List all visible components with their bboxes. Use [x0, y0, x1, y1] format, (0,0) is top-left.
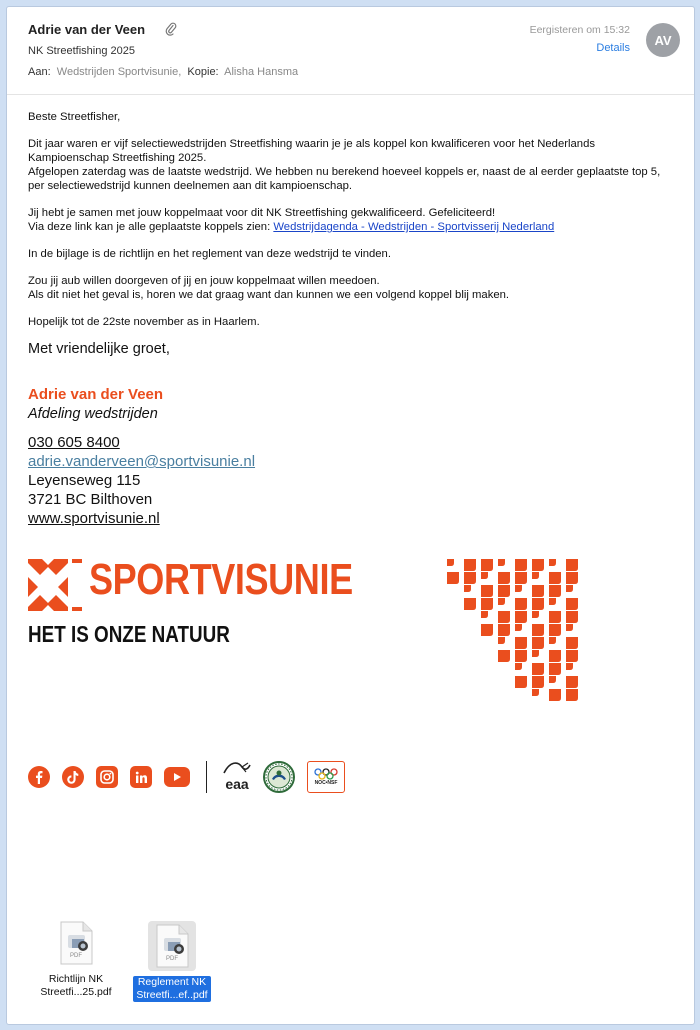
social-links-row — [28, 759, 345, 795]
brand-pattern-graphic — [447, 559, 587, 706]
subject-line: NK Streetfishing 2025 — [28, 45, 136, 57]
pattern-tile — [447, 559, 454, 566]
noc-nsf-logo[interactable] — [307, 761, 345, 793]
pattern-tile — [532, 650, 539, 657]
signature-phone[interactable]: 030 605 8400 — [28, 434, 120, 451]
pattern-tile — [515, 663, 522, 670]
tiktok-icon[interactable] — [62, 766, 84, 788]
linkedin-icon[interactable] — [130, 766, 152, 788]
pattern-tile — [566, 689, 578, 701]
message-body — [28, 110, 668, 369]
sender-name[interactable]: Adrie van der Veen — [28, 22, 146, 37]
pattern-tile — [498, 624, 510, 636]
sportvisunie-wordmark: SPORTVISUNIE — [89, 555, 353, 604]
noc-nsf-text: NOC•NSF — [314, 780, 338, 786]
sportvisunie-logo-mark — [28, 559, 84, 616]
to-recipient[interactable]: Wedstrijden Sportvisunie, — [56, 66, 182, 78]
pattern-tile — [464, 585, 471, 592]
pattern-tile — [481, 572, 488, 579]
pattern-tile — [549, 650, 561, 662]
attachment-reglement[interactable] — [124, 921, 220, 1003]
tagline: HET IS ONZE NATUUR — [28, 621, 230, 647]
pattern-tile — [549, 637, 556, 644]
pattern-tile — [532, 663, 544, 675]
signature-street: Leyenseweg 115 — [28, 472, 141, 489]
wedstrijdagenda-link[interactable]: Wedstrijdagenda - Wedstrijden - Sportvisserij Nederland — [273, 221, 555, 233]
pattern-tile — [481, 585, 493, 597]
pdf-file-icon-selected — [148, 921, 196, 971]
pattern-tile — [498, 637, 505, 644]
signature-website[interactable]: www.sportvisunie.nl — [28, 510, 160, 527]
paragraph-2-line-1: Jij hebt je samen met jouw koppelmaat voor dit NK Streetfishing gekwalificeerd. Gefeliciteerd! — [28, 207, 496, 219]
pdf-icon-label: PDF — [166, 956, 178, 962]
signature-name: Adrie van der Veen — [28, 386, 164, 403]
pattern-tile — [566, 663, 573, 670]
pattern-tile — [532, 585, 544, 597]
pattern-tile — [532, 624, 544, 636]
closing-greeting: Met vriendelijke groet, — [28, 341, 170, 357]
pattern-tile — [566, 572, 578, 584]
pattern-tile — [532, 676, 544, 688]
paragraph-1 — [28, 137, 668, 193]
pattern-tile — [515, 572, 527, 584]
pattern-tile — [532, 559, 544, 571]
pattern-tile — [549, 611, 561, 623]
eaa-logo[interactable] — [221, 759, 253, 795]
paperclip-icon — [165, 22, 177, 41]
cc-recipient[interactable]: Alisha Hansma — [224, 66, 299, 78]
pattern-tile — [447, 572, 459, 584]
pattern-tile — [532, 572, 539, 579]
pattern-tile — [464, 598, 476, 610]
pattern-tile — [498, 650, 510, 662]
pattern-tile — [515, 624, 522, 631]
pdf-icon-label: PDF — [70, 953, 82, 959]
federation-seal-icon[interactable] — [263, 761, 295, 793]
pattern-tile — [498, 585, 510, 597]
details-link[interactable]: Details — [596, 42, 630, 54]
facebook-icon[interactable] — [28, 766, 50, 788]
paragraph-1-line-1: Dit jaar waren er vijf selectiewedstrijden Streetfishing waarin je je als koppel kon kwalificeren voor het Nederlands Kampioenschap Streetfishing 2025. — [28, 138, 596, 164]
pattern-tile — [549, 598, 556, 605]
signature-department: Afdeling wedstrijden — [28, 406, 158, 422]
pattern-tile — [464, 559, 476, 571]
instagram-icon[interactable] — [96, 766, 118, 788]
pattern-tile — [549, 689, 561, 701]
social-divider — [206, 761, 207, 793]
pattern-tile — [532, 611, 539, 618]
pattern-tile — [549, 663, 561, 675]
pattern-tile — [549, 572, 561, 584]
pattern-tile — [498, 572, 510, 584]
paragraph-3: In de bijlage is de richtlijn en het reglement van deze wedstrijd te vinden. — [28, 248, 391, 260]
pattern-tile — [498, 611, 510, 623]
pattern-tile — [566, 585, 573, 592]
signature-city: 3721 BC Bilthoven — [28, 491, 153, 508]
attachment-filename-selected — [133, 976, 210, 1002]
paragraph-4-line-2: Als dit niet het geval is, horen we dat graag want dan kunnen we een volgend koppel blij maken. — [28, 289, 510, 301]
pattern-tile — [481, 559, 493, 571]
pattern-tile — [515, 611, 527, 623]
paragraph-5: Hopelijk tot de 22ste november as in Haarlem. — [28, 316, 260, 328]
pattern-tile — [549, 624, 561, 636]
recipients-line — [28, 66, 298, 78]
paragraph-4 — [28, 274, 668, 302]
pattern-tile — [566, 650, 578, 662]
pattern-tile — [515, 559, 527, 571]
pattern-tile — [566, 611, 578, 623]
pdf-file-icon — [59, 921, 93, 965]
attachment-filename-line-2: Streetfi...25.pdf — [40, 986, 112, 998]
attachment-filename-line-2: Streetfi...ef..pdf — [136, 989, 208, 1001]
attachment-filename-line-1: Reglement NK — [137, 976, 207, 988]
avatar: AV — [646, 23, 680, 57]
pattern-tile — [566, 637, 578, 649]
pattern-tile — [532, 689, 539, 696]
pattern-tile — [532, 637, 544, 649]
message-date: Eergisteren om 15:32 — [529, 24, 630, 36]
mail-message-window — [6, 6, 695, 1025]
pattern-tile — [481, 624, 493, 636]
message-header — [7, 7, 694, 95]
pattern-tile — [498, 559, 505, 566]
pattern-tile — [566, 559, 578, 571]
salutation: Beste Streetfisher, — [28, 111, 121, 123]
pattern-tile — [464, 572, 476, 584]
eaa-logo-text: eaa — [225, 776, 249, 792]
attachment-filename-line-1: Richtlijn NK — [48, 973, 104, 985]
pattern-tile — [566, 624, 573, 631]
cc-label: Kopie: — [187, 66, 219, 78]
pattern-tile — [481, 611, 488, 618]
youtube-icon[interactable] — [164, 767, 190, 787]
pattern-tile — [515, 598, 527, 610]
pattern-tile — [481, 598, 493, 610]
paragraph-2-prefix: Via deze link kan je alle geplaatste koppels zien: — [28, 221, 274, 233]
pattern-tile — [515, 637, 527, 649]
attachment-filename — [28, 973, 124, 999]
pattern-tile — [515, 585, 522, 592]
signature-email[interactable]: adrie.vanderveen@sportvisunie.nl — [28, 453, 256, 470]
to-label: Aan: — [28, 66, 51, 78]
pattern-tile — [549, 585, 561, 597]
pattern-tile — [566, 598, 578, 610]
pattern-tile — [532, 598, 544, 610]
paragraph-4-line-1: Zou jij aub willen doorgeven of jij en jouw koppelmaat willen meedoen. — [28, 275, 380, 287]
pattern-tile — [549, 676, 556, 683]
paragraph-1-line-2: Afgelopen zaterdag was de laatste wedstrijd. We hebben nu berekend hoeveel koppels er, naast de al eerder geplaatste top 5, per selectiewedstrijd kunnen deelnemen aan dit kampioenschap. — [28, 166, 661, 192]
pattern-tile — [549, 559, 556, 566]
attachment-richtlijn[interactable] — [28, 921, 124, 999]
pattern-tile — [515, 676, 527, 688]
pattern-tile — [515, 650, 527, 662]
pattern-tile — [566, 676, 578, 688]
paragraph-2 — [28, 206, 668, 234]
pattern-tile — [498, 598, 505, 605]
